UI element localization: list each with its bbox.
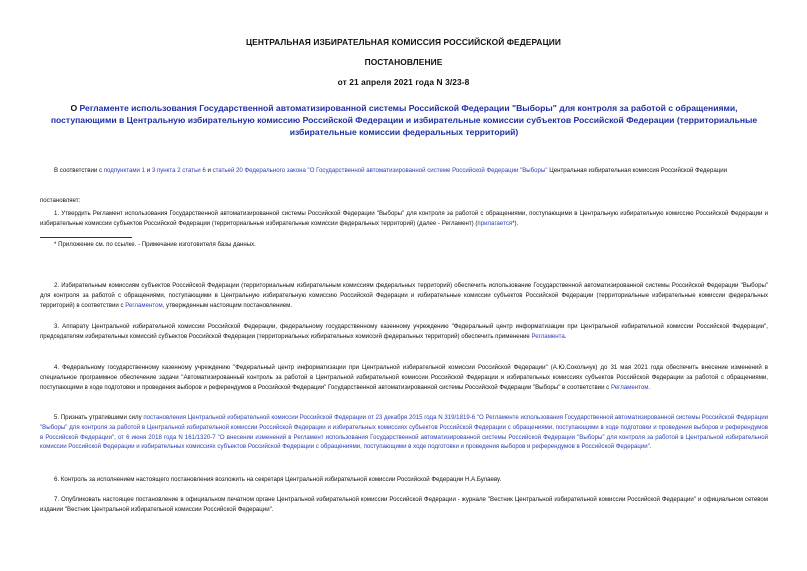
item-4-text: 4. Федеральному государственному казенному учреждению "Федеральный центр информатизации при Центральной избирательной комиссии Российской Федерации" (А.Ю.Сокольчук) до 31 мая 2021 года обеспечить внесение изменений в специальное программное обеспечение задачи "Автоматизированный контроль за работой в Центральной избирательной комиссии Российской Федерации и избирательных комиссиях субъектов Российской Федерации за работой с обращениями, поступающими в ходе подготовки и проведения выборов и референдумов в Российской Федерации" Государственной автоматизированной системы Российской Федерации "Выборы" в соответствии с xyxy=(40,364,768,391)
item-5-text: 5. Признать утратившими силу xyxy=(54,414,144,421)
resolves-line: постановляет: xyxy=(40,197,81,204)
item-4-suffix: . xyxy=(648,383,651,391)
document-subject xyxy=(40,102,768,138)
item-6-text: 6. Контроль за исполнением настоящего постановления возложить на секретаря Центральной избирательной комиссии Российской Федерации Н.А.Булаеву. xyxy=(54,476,502,483)
item-1-paragraph xyxy=(40,209,768,229)
item-3-paragraph xyxy=(40,322,768,342)
item-4-paragraph xyxy=(40,363,768,392)
footnote-text: * Приложение см. по ссылке. - Примечание изготовителя базы данных. xyxy=(54,241,256,248)
organization-title: ЦЕНТРАЛЬНАЯ ИЗБИРАТЕЛЬНАЯ КОМИССИЯ РОССИЙСКОЙ ФЕДЕРАЦИИ xyxy=(245,37,562,47)
preamble-link-article-6[interactable]: 3 пункта 2 статьи 6 xyxy=(151,167,206,174)
item-2-paragraph xyxy=(40,281,768,310)
subject-prefix: О xyxy=(70,103,80,113)
document-date-number: от 21 апреля 2021 года N 3/23-8 xyxy=(337,77,470,87)
preamble-text-1: В соответствии с xyxy=(54,167,104,174)
preamble-paragraph xyxy=(40,166,768,176)
item-5-paragraph xyxy=(40,413,768,452)
preamble-text-2: и xyxy=(145,167,152,174)
item-7-text: 7. Опубликовать настоящее постановление в официальном печатном органе Центральной избирательной комиссии Российской Федерации - журнале "Вестник Центральной избирательной комиссии Российской Федерации" и официальном сетевом издании "Вестник Центральной избирательной комиссии Российской Федерации". xyxy=(40,496,768,513)
item-1-text: 1. Утвердить Регламент использования Государственной автоматизированной системы Российской Федерации "Выборы" для контроля за работой с обращениями, поступающими в Центральную избирательную комиссию Российской Федерации и избирательные комиссии субъектов Российской Федерации (территориальные избирательные комиссии федеральных территорий) (далее - Регламент) ( xyxy=(40,210,768,227)
footnote-divider xyxy=(40,237,132,238)
preamble-link-article-20[interactable]: статьей 20 Федерального закона "О Государственной автоматизированной системе Российской Федерации "Выборы" xyxy=(212,167,548,174)
item-3-regulation-link[interactable]: Регламента xyxy=(531,332,565,340)
document-type: ПОСТАНОВЛЕНИЕ xyxy=(364,57,443,67)
preamble-text-4: Центральная избирательная комиссия Российской Федерации xyxy=(547,167,728,174)
preamble-text-3: и xyxy=(205,167,213,174)
preamble-link-subparagraphs[interactable]: подпунктами 1 xyxy=(103,167,146,174)
item-6-paragraph xyxy=(40,475,768,485)
footnote xyxy=(40,240,768,250)
item-7-paragraph xyxy=(40,495,768,515)
item-1-suffix: *). xyxy=(512,219,519,227)
item-4-regulation-link[interactable]: Регламентом xyxy=(610,383,649,391)
item-1-annex-link[interactable]: прилагается xyxy=(477,219,513,227)
item-5-suffix: . xyxy=(649,443,652,451)
item-3-text: 3. Аппарату Центральной избирательной комиссии Российской Федерации, федеральному государственному казенному учреждению "Федеральный центр информатизации при Центральной избирательной комиссии Российской Федерации", председателям избирательных комиссий субъектов Российской Федерации (территориальных избирательных комиссий федеральных территорий) обеспечить применение xyxy=(40,323,768,340)
item-5-repealed-resolutions-link[interactable]: постановления Центральной избирательной комиссии Российской Федерации от 23 декабря 2015 года N 319/1819-6 "О Регламенте использования Государственной автоматизированной системы Российской Федерации "Выборы" для контроля за работой в Центральной избирательной комиссии Российской Федерации и избирательных комиссиях субъектов Российской Федерации с обращениями, поступающими в ходе подготовки и проведения выборов и референдумов в Российской Федерации", от 6 июня 2018 года N 161/1320-7 "О внесении изменений в Регламент использования Государственной автоматизированной системы Российской Федерации "Выборы" для контроля за работой в Центральной избирательной комиссии Российской Федерации и избирательных комиссиях субъектов Российской Федерации с обращениями, поступающими в ходе подготовки и проведения выборов и референдумов в Российской Федерации" xyxy=(40,414,769,451)
item-2-regulation-link[interactable]: Регламентом xyxy=(125,301,163,309)
item-3-suffix: . xyxy=(564,332,567,340)
subject-link[interactable]: Регламенте использования Государственной автоматизированной системы Российской Федерации "Выборы" для контроля за работой с обращениями, поступающими в Центральную избирательную комиссию Российской Федерации и избирательные комиссии субъектов Российской Федерации (территориальные избирательные комиссии федеральных территорий) xyxy=(50,103,758,137)
item-2-suffix: , утвержденным настоящим постановлением. xyxy=(162,301,293,309)
item-2-text: 2. Избирательным комиссиям субъектов Российской Федерации (территориальным избирательным комиссиям федеральных территорий) обеспечить использование Государственной автоматизированной системы Российской Федерации "Выборы" для контроля за работой с обращениями, поступающими в Центральную избирательную комиссию Российской Федерации и избирательные комиссии субъектов Российской Федерации (территориальные избирательные комиссии федеральных территорий) в соответствии с xyxy=(40,282,768,309)
